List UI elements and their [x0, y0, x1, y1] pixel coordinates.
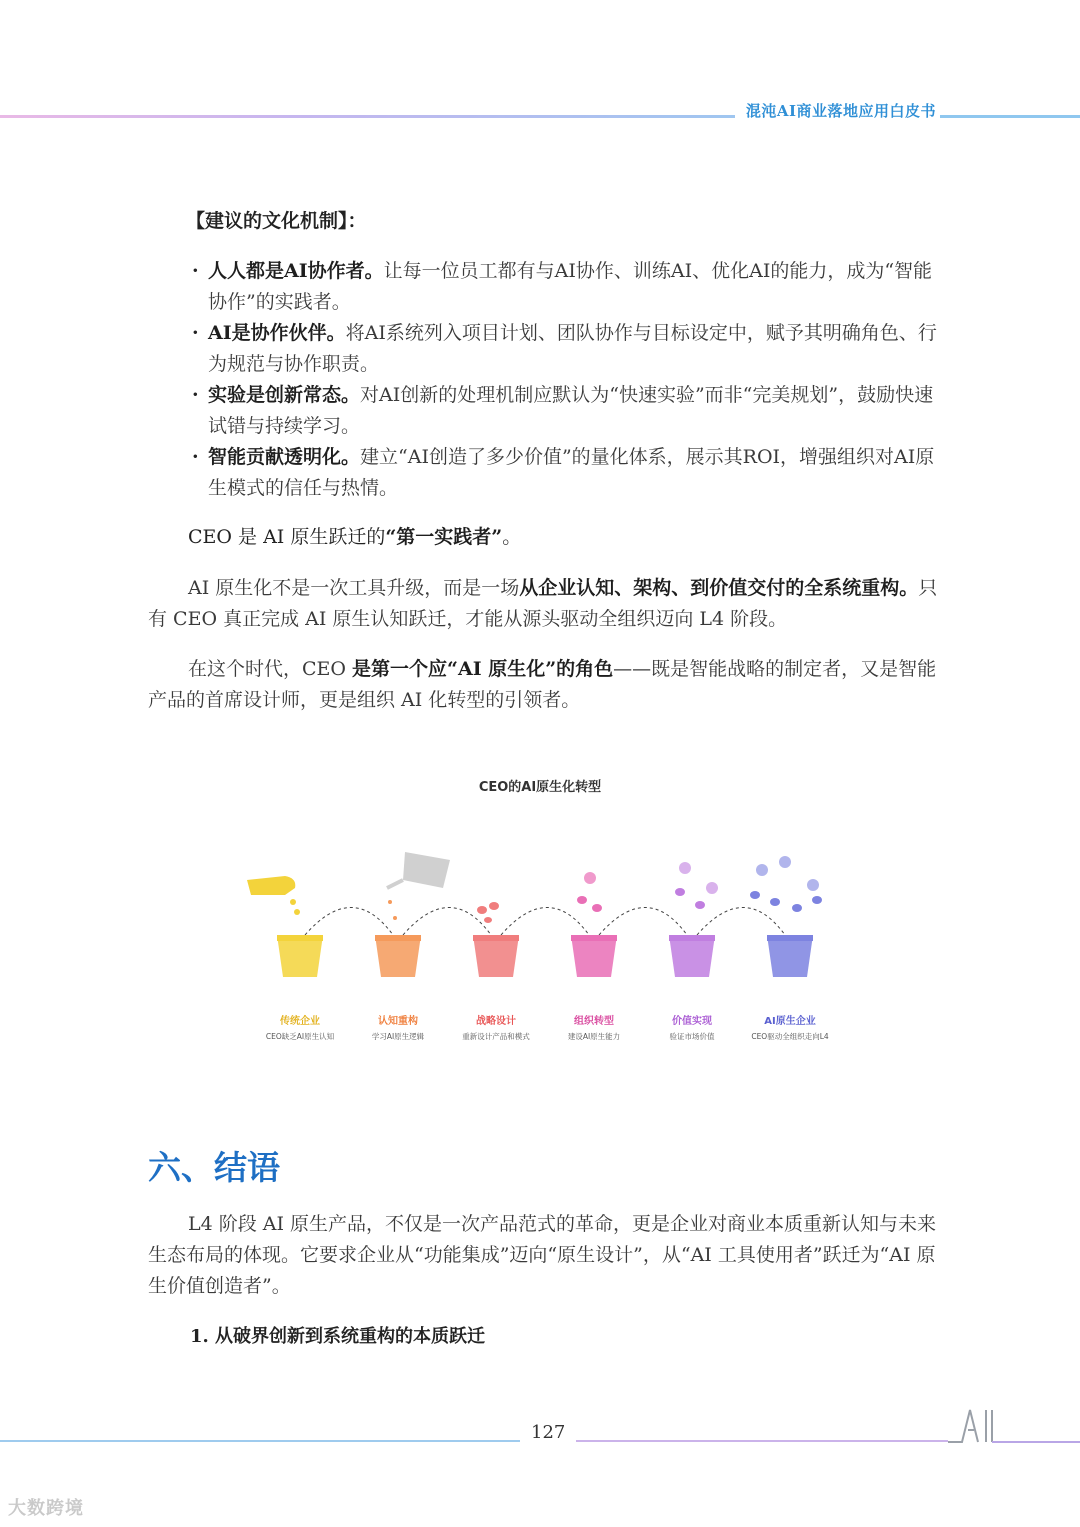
stage-subtitle: 建设AI原生能力 [567, 1032, 621, 1041]
bud-icon [489, 902, 499, 910]
bud-icon [792, 904, 802, 912]
stage-subtitle: CEO驱动全组织走向L4 [751, 1032, 829, 1041]
stage-title: 传统企业 [280, 1016, 320, 1027]
para1-pre: AI 原生化不是一次工具升级，而是一场 [188, 577, 520, 599]
seed-icon [290, 899, 296, 905]
conclusion-paragraph: L4 阶段 AI 原生产品，不仅是一次产品范式的革命，更是企业对商业本质重新认知与未来生态布局的体现。它要求企业从“功能集成”迈向“原生设计”，从“AI 工具使用者”跃迁为“AI 原生价值创造者”。 [148, 1213, 937, 1297]
paragraph-ceo-role [148, 654, 938, 716]
stage-title: 认知重构 [378, 1016, 418, 1027]
header-rule-left [0, 115, 735, 118]
bullet-text: 对AI创新的处理机制应默认为“快速实验”而非“完美规划”，鼓励快速试错与持续学习。 [208, 384, 934, 437]
flower-icon [584, 872, 596, 884]
transformation-diagram [245, 840, 835, 1070]
bud-icon [770, 898, 780, 906]
ceo-statement-bold: “第一实践者” [385, 526, 503, 548]
stage-subtitle: 学习AI原生逻辑 [371, 1032, 425, 1041]
bullet-bold-lead: AI是协作伙伴。 [208, 322, 346, 344]
stage-title: 战略设计 [476, 1016, 516, 1027]
bud-icon [577, 896, 587, 904]
stage-subtitle: 验证市场价值 [669, 1032, 715, 1041]
flower-icon [679, 862, 691, 874]
seed-icon [294, 909, 300, 915]
culture-bullet-item [192, 380, 937, 442]
bud-icon [484, 917, 492, 923]
footer-rule-left [0, 1440, 520, 1442]
stage-subtitle: CEO缺乏AI原生认知 [265, 1032, 335, 1041]
culture-bullet-item [192, 442, 937, 504]
hand-icon [247, 876, 295, 895]
bud-icon [750, 891, 760, 899]
connector-arc [697, 908, 785, 936]
flower-icon [756, 864, 768, 876]
ceo-statement [188, 522, 521, 549]
bullet-bold-lead: 智能贡献透明化。 [208, 446, 361, 468]
para1-bold: 从企业认知、架构、到价值交付的全系统重构。 [519, 577, 919, 599]
water-drop-icon [388, 900, 392, 904]
bullet-bold-lead: 人人都是AI协作者。 [208, 260, 384, 282]
bud-icon [592, 904, 602, 912]
pot-icon [473, 935, 519, 977]
ceo-statement-pre: CEO 是 AI 原生跃迁的 [188, 526, 386, 548]
flower-icon [706, 882, 718, 894]
pot-icon [375, 935, 421, 977]
watermark: 大数跨境 [8, 1498, 84, 1519]
para1-post: 只有 CEO 真正完成 AI 原生认知跃迁，才能从源头驱动全组织迈向 L4 阶段。 [148, 577, 938, 630]
pot-icon [767, 935, 813, 977]
section-heading: 六、结语 [148, 1148, 280, 1187]
footer-rule-right [576, 1440, 948, 1442]
para2-bold: 是第一个应“AI 原生化”的角色 [352, 658, 614, 680]
pot-icon [669, 935, 715, 977]
connector-arc [501, 908, 589, 936]
diagram-title: CEO的AI原生化转型 [478, 780, 602, 795]
bud-icon [695, 901, 705, 909]
culture-section-label: 【建议的文化机制】： [186, 210, 367, 232]
connector-arc [599, 908, 687, 936]
bullet-text: 让每一位员工都有与AI协作、训练AI、优化AI的能力，成为“智能协作”的实践者。 [208, 260, 933, 313]
pot-icon [571, 935, 617, 977]
bullet-text: 将AI系统列入项目计划、团队协作与目标设定中，赋予其明确角色、行为规范与协作职责。 [208, 322, 937, 375]
page-number: 127 [531, 1422, 566, 1443]
water-drop-icon [393, 916, 397, 920]
stage-title: AI原生企业 [764, 1016, 816, 1027]
culture-bullet-item [192, 318, 937, 380]
bullet-text: 建立“AI创造了多少价值”的量化体系，展示其ROI，增强组织对AI原生模式的信任与热情。 [208, 446, 935, 499]
ai-logo-icon [948, 1402, 1080, 1444]
pot-icon [277, 935, 323, 977]
bullet-bold-lead: 实验是创新常态。 [208, 384, 361, 406]
culture-bullet-item [192, 256, 937, 318]
flower-icon [779, 856, 791, 868]
para2-post: ——既是智能战略的制定者，又是智能产品的首席设计师，更是组织 AI 化转型的引领者。 [148, 658, 937, 711]
paragraph-ai-native [148, 573, 938, 635]
ceo-statement-post: 。 [502, 526, 522, 548]
stage-title: 价值实现 [672, 1016, 712, 1027]
header-rule-right [940, 115, 1080, 118]
stage-subtitle: 重新设计产品和模式 [462, 1032, 530, 1041]
watering-can-spout [387, 880, 403, 888]
watering-can-icon [403, 852, 450, 888]
flower-icon [807, 879, 819, 891]
running-header-title: 混沌AI商业落地应用白皮书 [745, 102, 936, 120]
connector-arc [305, 908, 393, 936]
bud-icon [675, 888, 685, 896]
subsection-heading: 1. 从破界创新到系统重构的本质跃迁 [190, 1326, 486, 1347]
bud-icon [477, 906, 487, 914]
para2-pre: 在这个时代，CEO [188, 658, 353, 680]
bud-icon [812, 896, 822, 904]
culture-bullet-list [192, 256, 937, 504]
stage-title: 组织转型 [574, 1016, 614, 1027]
